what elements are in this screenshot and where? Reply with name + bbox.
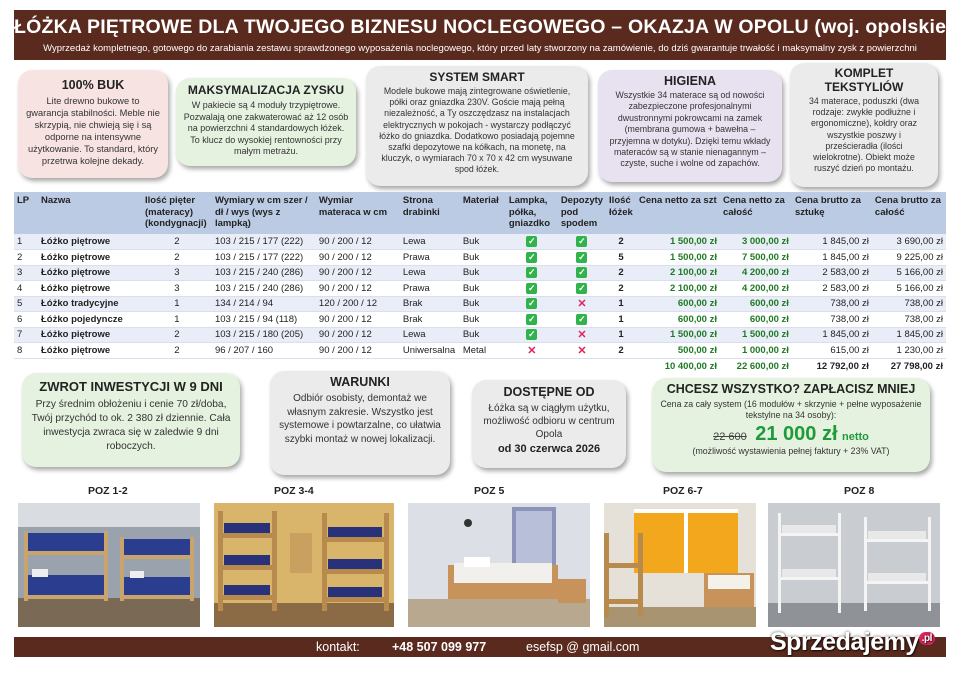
cell-mattress: 90 / 200 / 12 [316, 234, 400, 250]
check-icon: ✓ [578, 313, 586, 324]
total-net-total: 22 600,00 zł [720, 358, 792, 374]
roi-card [22, 373, 240, 467]
cell-name: Łóżko piętrowe [38, 343, 142, 359]
offer-price-line [660, 423, 922, 446]
table-header-row [14, 192, 946, 234]
cell-net-unit: 2 100,00 zł [636, 265, 720, 281]
cell-material: Buk [460, 296, 506, 312]
cell-net-unit: 1 500,00 zł [636, 250, 720, 266]
cell-net-unit: 600,00 zł [636, 296, 720, 312]
photo-label-4: POZ 6-7 [663, 485, 703, 497]
table-row [14, 265, 946, 281]
cell-count: 1 [606, 327, 636, 343]
col-gross-total: Cena brutto za całość [872, 192, 946, 234]
feature-card-textiles [790, 63, 938, 187]
col-net-unit: Cena netto za szt [636, 192, 720, 234]
cell-gross-total: 5 166,00 zł [872, 281, 946, 297]
cell-lp: 8 [14, 343, 38, 359]
total-gross-unit: 12 792,00 zł [792, 358, 872, 374]
cell-lamp [506, 265, 558, 281]
photo-metal-bunk-beds [768, 503, 940, 627]
cell-side: Brak [400, 296, 460, 312]
cell-side: Lewa [400, 234, 460, 250]
table-row [14, 250, 946, 266]
cell-floors: 2 [142, 327, 212, 343]
check-icon: ✓ [528, 313, 536, 324]
photo-label-2: POZ 3-4 [274, 485, 314, 497]
col-side: Strona drabinki [400, 192, 460, 234]
cell-lp: 5 [14, 296, 38, 312]
empty-cell [606, 358, 636, 374]
cell-name: Łóżko piętrowe [38, 327, 142, 343]
feature-card-beech [18, 70, 168, 178]
cross-icon: ✕ [577, 344, 587, 357]
total-gross-total: 27 798,00 zł [872, 358, 946, 374]
feature-title: MAKSYMALIZACJA ZYSKU [187, 83, 345, 97]
terms-title: WARUNKI [330, 375, 390, 389]
empty-cell [38, 358, 142, 374]
cell-material: Buk [460, 234, 506, 250]
cell-count: 1 [606, 312, 636, 328]
cell-mattress: 90 / 200 / 12 [316, 265, 400, 281]
col-lp: LP [14, 192, 38, 234]
cell-net-total: 4 200,00 zł [720, 265, 792, 281]
price-table [14, 192, 946, 374]
cell-deposit [558, 296, 606, 312]
cell-dims: 103 / 215 / 94 (118) [212, 312, 316, 328]
table-totals-row [14, 358, 946, 374]
check-icon: ✓ [528, 267, 536, 278]
photo-label-1: POZ 1-2 [88, 485, 128, 497]
cell-net-unit: 1 500,00 zł [636, 327, 720, 343]
cell-gross-unit: 738,00 zł [792, 296, 872, 312]
cell-side: Uniwersalna [400, 343, 460, 359]
cross-icon: ✕ [577, 298, 587, 311]
cell-mattress: 90 / 200 / 12 [316, 250, 400, 266]
cell-dims: 103 / 215 / 240 (286) [212, 265, 316, 281]
feature-text: Wszystkie 34 materace są od nowości zabezpieczone profesjonalnymi dwustronnymi pokrowcami na zamek (membrana gumowa + bawełna – przyjemna w dotyku). Dzięki temu wkłady materaców są w stanie nienagannym – czyste, suche i wolne od zapachów. [609, 90, 771, 169]
check-icon: ✓ [578, 282, 586, 293]
table-row [14, 327, 946, 343]
cell-name: Łóżko piętrowe [38, 265, 142, 281]
col-deposit: Depozyty pod spodem [558, 192, 606, 234]
cell-name: Łóżko pojedyncze [38, 312, 142, 328]
cell-count: 2 [606, 343, 636, 359]
offer-title: CHCESZ WSZYSTKO? ZAPŁACISZ MNIEJ [666, 382, 916, 396]
page-header [14, 10, 953, 60]
total-net-unit: 10 400,00 zł [636, 358, 720, 374]
cell-lamp [506, 296, 558, 312]
photo-bunk-beds-blue [18, 503, 200, 627]
contact-email[interactable]: esefsp @ gmail.com [526, 640, 640, 654]
cell-lamp [506, 312, 558, 328]
cell-mattress: 90 / 200 / 12 [316, 281, 400, 297]
cell-dims: 103 / 215 / 240 (286) [212, 281, 316, 297]
cell-side: Prawa [400, 281, 460, 297]
col-count: Ilość łóżek [606, 192, 636, 234]
watermark-suffix: .pl [919, 632, 935, 645]
table-row [14, 312, 946, 328]
cell-name: Łóżko piętrowe [38, 281, 142, 297]
cell-count: 5 [606, 250, 636, 266]
col-net-total: Cena netto za całość [720, 192, 792, 234]
feature-card-hygiene [598, 70, 782, 182]
cell-dims: 103 / 215 / 180 (205) [212, 327, 316, 343]
cell-net-total: 4 200,00 zł [720, 281, 792, 297]
offer-card [652, 378, 930, 472]
cell-gross-unit: 738,00 zł [792, 312, 872, 328]
cell-lp: 3 [14, 265, 38, 281]
cell-deposit [558, 327, 606, 343]
available-date: od 30 czerwca 2026 [497, 443, 601, 455]
feature-card-smart [366, 66, 588, 186]
empty-cell [460, 358, 506, 374]
col-name: Nazwa [38, 192, 142, 234]
cell-dims: 103 / 215 / 177 (222) [212, 234, 316, 250]
check-icon: ✓ [528, 251, 536, 262]
cell-lp: 1 [14, 234, 38, 250]
photo-label-3: POZ 5 [474, 485, 505, 497]
empty-cell [506, 358, 558, 374]
cell-material: Buk [460, 281, 506, 297]
table-row [14, 234, 946, 250]
cell-net-unit: 1 500,00 zł [636, 234, 720, 250]
cell-gross-unit: 1 845,00 zł [792, 234, 872, 250]
cell-gross-total: 3 690,00 zł [872, 234, 946, 250]
cell-lamp [506, 327, 558, 343]
cell-floors: 3 [142, 265, 212, 281]
cell-net-unit: 600,00 zł [636, 312, 720, 328]
feature-title: SYSTEM SMART [429, 70, 525, 84]
cell-net-unit: 500,00 zł [636, 343, 720, 359]
cell-side: Prawa [400, 250, 460, 266]
feature-title: HIGIENA [663, 74, 717, 88]
feature-title: 100% BUK [61, 78, 125, 92]
cell-lp: 6 [14, 312, 38, 328]
cell-gross-total: 5 166,00 zł [872, 265, 946, 281]
cell-material: Buk [460, 250, 506, 266]
cell-net-total: 3 000,00 zł [720, 234, 792, 250]
check-icon: ✓ [528, 282, 536, 293]
cell-dims: 134 / 214 / 94 [212, 296, 316, 312]
feature-title: KOMPLET TEKSTYLIÓW [824, 66, 904, 94]
check-icon: ✓ [578, 251, 586, 262]
cross-icon: ✕ [527, 344, 537, 357]
feature-text: 34 materace, poduszki (dwa rodzaje: zwykłe podłużne i ergonomiczne), kołdry oraz wszystkie poszwy i prześcieradła (ilości wielokrotne). Obiekt może ruszyć dzień po montażu. [808, 96, 920, 174]
cell-gross-total: 738,00 zł [872, 296, 946, 312]
check-icon: ✓ [578, 267, 586, 278]
cell-count: 1 [606, 296, 636, 312]
cell-deposit [558, 281, 606, 297]
offer-price: 21 000 zł [755, 423, 838, 445]
cell-side: Lewa [400, 327, 460, 343]
cell-deposit [558, 234, 606, 250]
cell-floors: 1 [142, 296, 212, 312]
table-row [14, 343, 946, 359]
offer-text: Cena za cały system (16 modułów + skrzynie + pełne wyposażenie tekstylne na 34 osoby): [660, 399, 922, 420]
cell-net-total: 600,00 zł [720, 312, 792, 328]
watermark-logo [770, 628, 935, 657]
cell-gross-unit: 2 583,00 zł [792, 265, 872, 281]
cell-mattress: 120 / 200 / 12 [316, 296, 400, 312]
cell-net-total: 1 500,00 zł [720, 327, 792, 343]
cell-lamp [506, 234, 558, 250]
available-card [472, 380, 626, 468]
photo-label-5: POZ 8 [844, 485, 875, 497]
cell-floors: 3 [142, 281, 212, 297]
cell-gross-unit: 1 845,00 zł [792, 250, 872, 266]
cell-floors: 1 [142, 312, 212, 328]
offer-price-suffix: netto [841, 431, 869, 443]
empty-cell [142, 358, 212, 374]
check-icon: ✓ [528, 298, 536, 309]
cell-gross-unit: 615,00 zł [792, 343, 872, 359]
col-gross-unit: Cena brutto za sztukę [792, 192, 872, 234]
cell-deposit [558, 343, 606, 359]
contact-label: kontakt: [316, 640, 360, 654]
cell-count: 2 [606, 265, 636, 281]
cell-material: Buk [460, 312, 506, 328]
cross-icon: ✕ [577, 329, 587, 342]
cell-lamp [506, 343, 558, 359]
cell-gross-total: 738,00 zł [872, 312, 946, 328]
cell-floors: 2 [142, 343, 212, 359]
cell-count: 2 [606, 234, 636, 250]
terms-card [270, 371, 450, 475]
cell-gross-total: 1 845,00 zł [872, 327, 946, 343]
cell-side: Brak [400, 312, 460, 328]
cell-gross-total: 9 225,00 zł [872, 250, 946, 266]
cell-net-total: 600,00 zł [720, 296, 792, 312]
available-title: DOSTĘPNE OD [503, 385, 595, 399]
cell-gross-unit: 2 583,00 zł [792, 281, 872, 297]
cell-count: 2 [606, 281, 636, 297]
available-text: Łóżka są w ciągłym użytku, możliwość odbioru w centrum Opola [483, 403, 615, 440]
check-icon: ✓ [578, 236, 586, 246]
cell-dims: 103 / 215 / 177 (222) [212, 250, 316, 266]
cell-lamp [506, 281, 558, 297]
cell-material: Buk [460, 327, 506, 343]
cell-mattress: 90 / 200 / 12 [316, 343, 400, 359]
cell-net-total: 1 000,00 zł [720, 343, 792, 359]
cell-lamp [506, 250, 558, 266]
cell-deposit [558, 312, 606, 328]
photo-room-orange [604, 503, 756, 627]
col-lamp: Lampka, półka, gniazdko [506, 192, 558, 234]
page-subtitle: Wyprzedaż kompletnego, gotowego do zarabiania zestawu sprawdzonego wyposażenia noclegowego, który przed laty stworzony na zamówienie, do dziś gwarantuje trwałość i maksymalny zysk z powierzchni [43, 43, 917, 54]
cell-material: Buk [460, 265, 506, 281]
cell-gross-unit: 1 845,00 zł [792, 327, 872, 343]
feature-text: W pakiecie są 4 moduły trzypiętrowe. Pozwalają one zakwaterować aż 12 osób na powierzchni 4 standardowych łóżek. To klucz do wysokiej rentowności przy małym metrażu. [183, 100, 349, 156]
cell-lp: 4 [14, 281, 38, 297]
cell-name: Łóżko piętrowe [38, 234, 142, 250]
cell-net-total: 7 500,00 zł [720, 250, 792, 266]
table-body [14, 234, 946, 374]
roi-text: Przy średnim obłożeniu i cenie 70 zł/doba, Twój przychód to ok. 2 380 zł dziennie. Cała inwestycja zwraca się w zaledwie 9 dni roboczych. [31, 399, 231, 452]
cell-name: Łóżko piętrowe [38, 250, 142, 266]
feature-text: Lite drewno bukowe to gwarancja stabilności. Meble nie skrzypią, nie chwieją się i są odporne na intensywne użytkowanie. To standard, który przetrwa kolejne dekady. [26, 96, 160, 166]
photo-bunk-beds-wood [214, 503, 394, 627]
cell-deposit [558, 250, 606, 266]
page-title: ŁÓŻKA PIĘTROWE DLA TWOJEGO BIZNESU NOCLEGOWEGO – OKAZJA W OPOLU (woj. opolskie) [14, 16, 953, 38]
cell-floors: 2 [142, 234, 212, 250]
col-dims: Wymiary w cm szer / dł / wys (wys z lampką) [212, 192, 316, 234]
photo-single-bed [408, 503, 590, 627]
col-floors: Ilość pięter (materacy) (kondygnacji) [142, 192, 212, 234]
col-mattress: Wymiar materaca w cm [316, 192, 400, 234]
roi-title: ZWROT INWESTYCJI W 9 DNI [39, 379, 223, 394]
empty-cell [14, 358, 38, 374]
terms-text: Odbiór osobisty, demontaż we własnym zakresie. Wszystko jest systemowe i powtarzalne, co ułatwia szybki montaż w nowej lokalizacji. [279, 393, 441, 445]
table-row [14, 296, 946, 312]
cell-lp: 7 [14, 327, 38, 343]
check-icon: ✓ [528, 329, 536, 340]
cell-floors: 2 [142, 250, 212, 266]
check-icon: ✓ [528, 236, 536, 246]
empty-cell [558, 358, 606, 374]
cell-side: Lewa [400, 265, 460, 281]
feature-text: Modele bukowe mają zintegrowane oświetlenie, półki oraz gniazdka 230V. Goście mają pełną niezależność, a Ty oszczędzasz na instalacjach elektrycznych w pokojach - wystarczy podłączyć łóżko do gniazdka. Dodatkowo posiadają pojemne szafki depozytowe na kółkach, na monetę, na kluczyk, o wymiarach 70 x 70 x 42 cm wysuwane spod łóżek. [379, 86, 575, 175]
table-row [14, 281, 946, 297]
cell-lp: 2 [14, 250, 38, 266]
cell-mattress: 90 / 200 / 12 [316, 327, 400, 343]
col-material: Materiał [460, 192, 506, 234]
cell-name: Łóżko tradycyjne [38, 296, 142, 312]
watermark-brand: Sprzedajemy [770, 628, 919, 656]
old-price: 22 600 [713, 431, 747, 443]
offer-note: (możliwość wystawienia pełnej faktury + 23% VAT) [692, 446, 890, 456]
feature-card-profit [176, 78, 356, 166]
cell-net-unit: 2 100,00 zł [636, 281, 720, 297]
cell-material: Metal [460, 343, 506, 359]
cell-deposit [558, 265, 606, 281]
contact-phone[interactable]: +48 507 099 977 [392, 640, 487, 654]
cell-mattress: 90 / 200 / 12 [316, 312, 400, 328]
cell-gross-total: 1 230,00 zł [872, 343, 946, 359]
cell-dims: 96 / 207 / 160 [212, 343, 316, 359]
